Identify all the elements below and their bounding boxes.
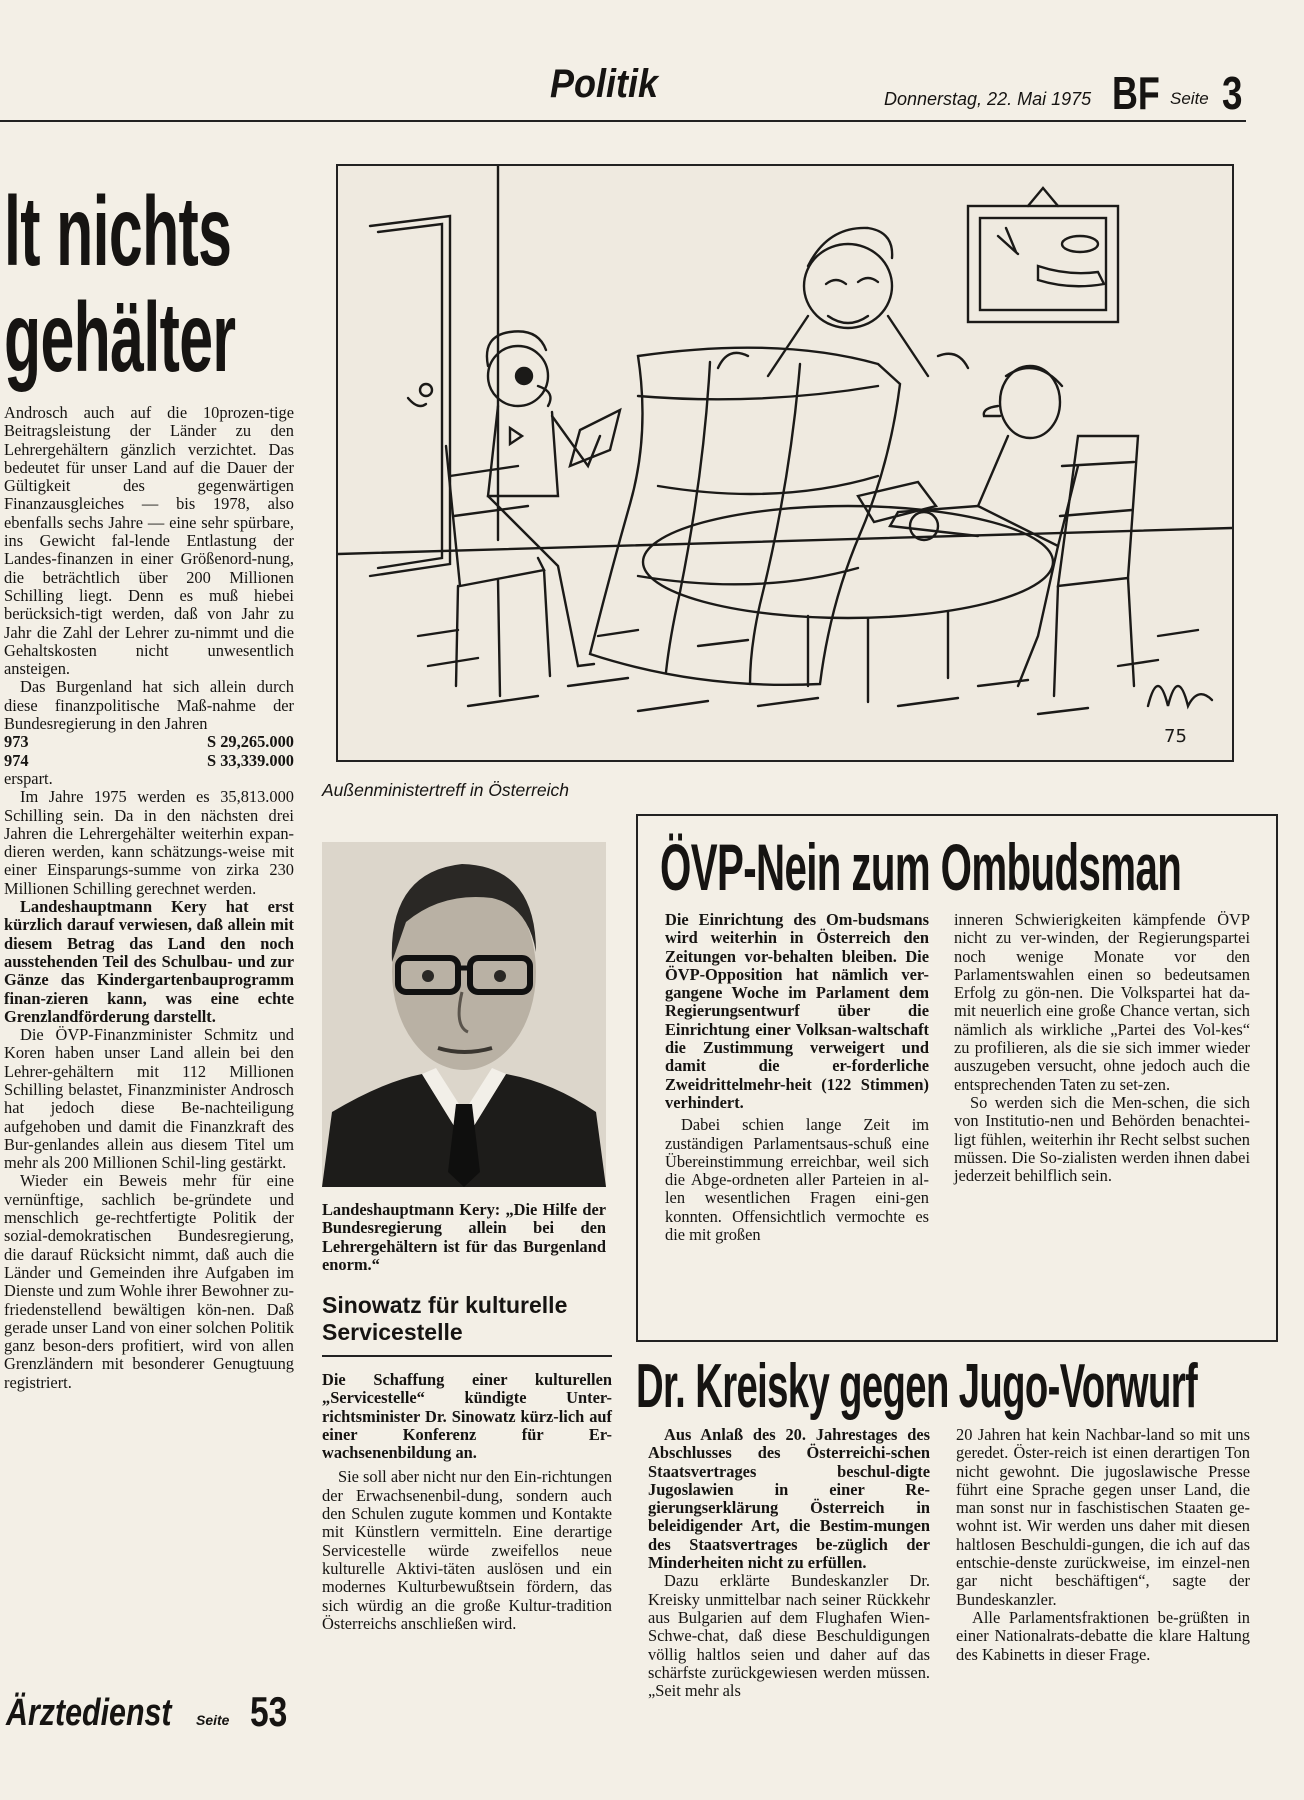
footer-ad-page: 53 [250,1688,288,1735]
kreisky-paragraph: 20 Jahren hat kein Nachbar-land so mit uns geredet. Öster-reich ist einen derartigen Ton nicht gewohnt. Die jugoslawische Presse führt eine Sprache gegen unser Land, die man sonst nur in faschistischen Staaten ge-wohnt ist. Wir werden uns daher mit diesen haltlosen Beschuldi-gungen, die ich auf das entschie-denste zurückweise, im einzel-nen gar nicht beschäftigen“, sagte der Bundeskanzler. [956,1425,1250,1609]
left-paragraph: erspart. [4,768,53,788]
page-number: 3 [1222,67,1243,119]
ovp-paragraph: Dabei schien lange Zeit im zuständigen Parlamentsaus-schuß eine Übereinstimmung erreichbar, weil sich die Abge-ordneten aller Parteien in al-len wesentlichen Fragen eini-gen konnten. Offensichtlich vermochte es die mit großen [665,1115,929,1245]
header-rule [0,120,1246,122]
cartoon-drawing [338,166,1232,760]
ovp-lead: Die Einrichtung des Om-budsmans wird weiterhin in Österreich den Zeitungen vor-behalten bleiben. Die ÖVP-Opposition hat nämlich ver-gangene Woche im Parlament dem Regierungsentwurf über die Einrichtung einer Volksan-waltschaft die Zustimmung verweigert und damit die er-forderliche Zweidrittelmehr-heit (122 Stimmen) verhindert. [665,910,929,1112]
savings-row: 973 S 29,265.000 [4,732,294,752]
footer-ad-label: Seite [196,1712,230,1728]
ovp-paragraph: inneren Schwierigkeiten kämpfende ÖVP nicht zu ver-winden, der Regierungspartei noch wenige Monate vor den Parlamentswahlen einen so bedeutsamen Erfolg zu gön-nen. Die Volkspartei hat da-mit neuerlich eine große Chance vertan, sich nämlich als wirkliche „Partei des Vol-kes“ zu profilieren, als die sie sich immer wieder auszugeben versucht, ohne jedoch auch die entsprechenden Taten zu set-zen. [954,910,1250,1094]
portrait-caption: Landeshauptmann Kery: „Die Hilfe der Bundesregierung allein bei den Lehrergehältern ist für das Burgenland enorm.“ [322,1200,606,1274]
kreisky-column-1 [648,1426,930,1700]
kreisky-paragraph: Dazu erklärte Bundeskanzler Dr. Kreisky unmittelbar nach seiner Rückkehr aus Bulgarien auf dem Flughafen Wien-Schwe-chat, daß diese Beschuldigungen völlig haltlos seien und daher auf das schärfste zurückgewiesen werden müssen. „Seit mehr als [648,1571,930,1701]
issue-date: Donnerstag, 22. Mai 1975 [884,89,1092,109]
portrait-photo [322,842,606,1187]
kreisky-headline: Dr. Kreisky gegen Jugo-Vorwurf [636,1352,1198,1421]
cartoon-caption: Außenministertreff in Österreich [322,780,570,800]
sinowatz-body [322,1371,612,1633]
left-paragraph-bold: Landeshauptmann Kery hat erst kürzlich darauf verwiesen, daß allein mit diesem Betrag das Land den noch ausstehenden Teil des Schulbau- und zur Gänze das Kindergartenbauprogramm finan-zieren kann, was eine echte Grenzlandförderung darstellt. [4,897,294,1026]
page-label: Seite [1170,89,1209,108]
sinowatz-rule [322,1355,612,1357]
left-paragraph: Im Jahre 1975 werden es 35,813.000 Schilling sein. Da in den nächsten drei Jahren die Lehrergehälter weiterhin expan-dieren werden, kann schätzungs-weise mit einer Einsparungs-summe von zirka 230 Millionen Schilling gerechnet werden. [4,787,294,898]
savings-row: 974 S 33,339.000 [4,750,294,770]
footer-ad-title: Ärztedienst [6,1692,172,1734]
left-headline-line1: lt nichts [4,176,232,286]
ovp-paragraph: So werden sich die Men-schen, die sich von Institutio-nen und Behörden benachtei-ligt fühlen, weiterhin ihr Recht selbst suchen müssen. Die So-zialisten werden ihnen dabei jederzeit behilflich sein. [954,1092,1250,1186]
ovp-headline: ÖVP-Nein zum Ombudsman [660,830,1182,904]
kreisky-lead: Aus Anlaß des 20. Jahrestages des Abschlusses des Österreichi-schen Staatsvertrages beschul-digte Jugoslawien in einer Re-gierungserklärung Österreich in beleidigender Art, die Bestim-mungen des Staatsvertrages be-züglich der Minderheiten nicht zu erfüllen. [648,1425,930,1573]
ovp-column-1 [665,911,929,1244]
section-title: Politik [550,62,659,106]
left-paragraph: Das Burgenland hat sich allein durch diese finanzpolitische Maß-nahme der Bundesregierung in den Jahren [4,677,294,734]
left-paragraph: Androsch auch auf die 10prozen-tige Beitragsleistung der Länder zu den Lehrergehältern gänzlich verzichtet. Das bedeutet für unser Land auf die Dauer der Gültigkeit des gegenwärtigen Finanzausgleiches — bis 1978, also ebenfalls sechs Jahre — eine sehr spürbare, ins Gewicht fal-lende Entlastung der Landes-finanzen in einer Größenord-nung, die beträchtlich über 200 Millionen Schilling liegt. Denn es muß hiebei berücksich-tigt werden, daß von Jahr zu Jahr die Zahl der Lehrer zu-nimmt und die Gehaltskosten nicht unwesentlich ansteigen. [4,403,294,679]
sinowatz-paragraph: Sie soll aber nicht nur den Ein-richtungen der Erwachsenenbil-dung, sondern auch den Schulen zugute kommen und Kontakte mit Künstlern vermitteln. Eine derartige Servicestelle würde zweifellos neue kulturelle Aktivi-täten auslösen und ein modernes Kulturbewußtsein fördern, das sich würdig an die große Kultur-tradition Österreichs anschließen wird. [322,1467,613,1633]
ovp-column-2 [954,911,1250,1185]
sinowatz-headline: Sinowatz für kulturelle Servicestelle [322,1292,568,1345]
sinowatz-lead: Die Schaffung einer kulturellen „Servicestelle“ kündigte Unter-richtsminister Dr. Sinowatz kürz-lich auf einer Konferenz für Er-wachsenenbildung an. [322,1370,612,1463]
left-article-body [4,404,294,1392]
kreisky-paragraph: Alle Parlamentsfraktionen be-grüßten in einer Nationalrats-debatte die klare Haltung des Kabinetts in dieser Frage. [956,1607,1250,1664]
left-paragraph: Wieder ein Beweis mehr für eine vernünftige, sachlich be-gründete und menschlich ge-rechtfertigte Politik der sozial-demokratischen Bundesregierung, die darauf Rücksicht nimmt, daß auch die Länder und Gemeinden ihre Aufgaben im Dienste und zum Wohle ihrer Bewohner zu-friedenstellend bewältigen kön-nen. Daß gerade unser Land von einer solchen Politik ganz beson-ders profitiert, wird von allen Grenzländern mit besonderer Genugtuung registriert. [4,1171,294,1392]
left-headline-line2: gehälter [4,282,236,392]
brand-logo: BF [1112,67,1160,119]
cartoon-illustration [336,164,1234,762]
kreisky-column-2 [956,1426,1250,1664]
cartoon-signature: 75 [1164,726,1187,747]
portrait-image [322,842,606,1187]
left-paragraph: Die ÖVP-Finanzminister Schmitz und Koren haben unser Land allein bei den Lehrer-gehältern mit 112 Millionen Schilling belastet, Finanzminister Androsch hat jedoch diese Be-nachteiligung aufgehoben und damit die Finanzkraft des Bur-genlandes allein aus diesem Titel um mehr als 200 Millionen Schil-ling gestärkt. [4,1025,294,1173]
